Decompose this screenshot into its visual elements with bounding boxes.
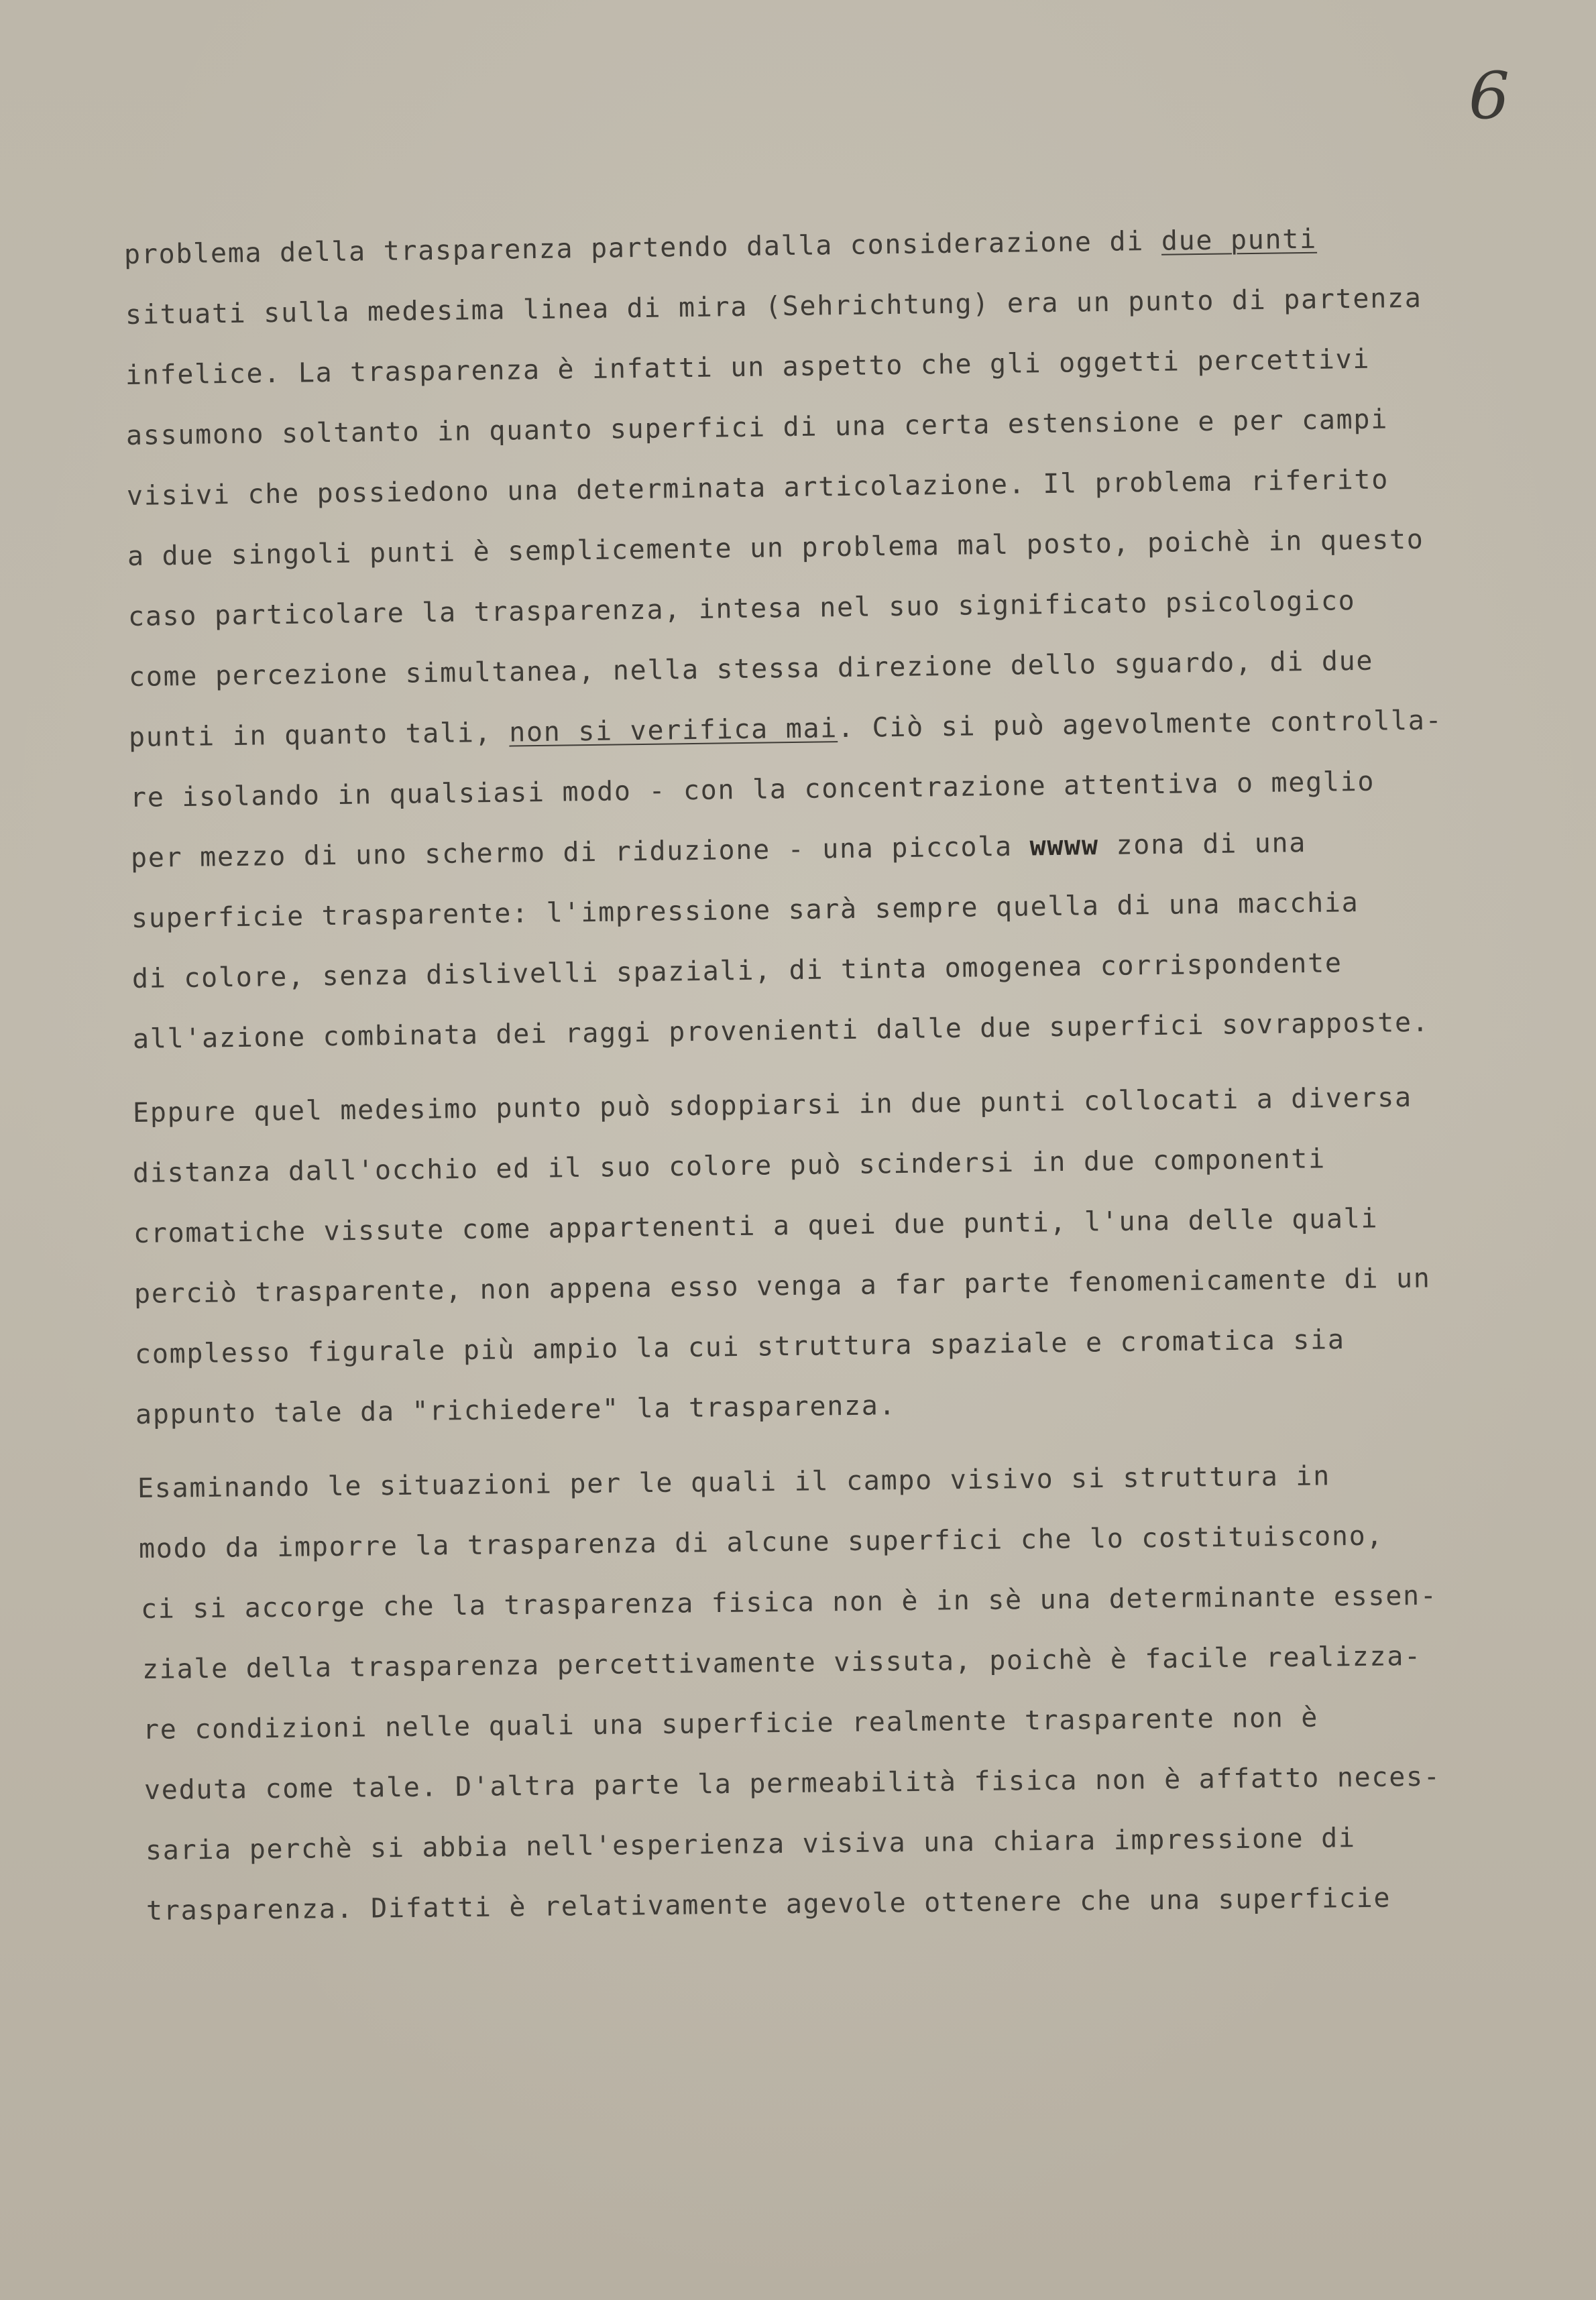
text-line xyxy=(142,1640,1422,1686)
text-line xyxy=(135,1323,1345,1371)
text-line xyxy=(133,1142,1326,1190)
text-segment: appunto tale da "richiedere" la trasparenza. xyxy=(135,1390,897,1430)
text-line xyxy=(125,343,1371,392)
text-segment: punti in quanto tali, xyxy=(128,717,510,753)
text-segment: assumono soltanto in quanto superfici di una certa estensione e per campi xyxy=(125,404,1389,451)
text-line xyxy=(126,402,1389,453)
text-line xyxy=(131,826,1307,875)
text-line xyxy=(130,765,1375,815)
page-number: 6 xyxy=(1469,58,1510,133)
text-segment: saria perchè si abbia nell'esperienza visiva una chiara impressione di xyxy=(145,1823,1356,1866)
text-segment: problema della trasparenza partendo dalla considerazione di xyxy=(123,225,1162,270)
underlined-text: due punti xyxy=(1161,223,1318,257)
text-line xyxy=(135,1389,897,1432)
text-segment: complesso figurale più ampio la cui struttura spaziale e cromatica sia xyxy=(134,1324,1345,1370)
text-line xyxy=(132,946,1343,996)
text-line xyxy=(125,282,1422,332)
text-line xyxy=(127,463,1389,513)
text-line xyxy=(139,1519,1384,1566)
text-line xyxy=(141,1579,1438,1626)
text-segment: ziale della trasparenza percettivamente vissuta, poichè è facile realizza- xyxy=(141,1641,1422,1685)
text-segment: per mezzo di uno schermo di riduzione - una piccola xyxy=(130,831,1030,874)
text-segment: ci si accorge che la trasparenza fisica non è in sè una determinante essen- xyxy=(140,1580,1438,1625)
text-segment: cromatiche vissute come appartenenti a quei due punti, l'una delle quali xyxy=(133,1203,1379,1249)
text-line xyxy=(144,1760,1441,1807)
text-line xyxy=(128,584,1356,634)
text-segment: situati sulla medesima linea di mira (Sehrichtung) era un punto di partenza xyxy=(125,282,1422,331)
text-segment: di colore, senza dislivelli spaziali, di tinta omogenea corrispondente xyxy=(131,947,1343,994)
text-segment: caso particolare la trasparenza, intesa nel suo significato psicologico xyxy=(127,585,1356,632)
text-segment: re condizioni nelle quali una superficie realmente trasparente non è xyxy=(142,1702,1319,1745)
text-line xyxy=(133,1081,1412,1130)
text-line xyxy=(127,523,1424,573)
text-line xyxy=(129,644,1374,694)
struck-out-text: wwww xyxy=(1029,830,1099,862)
text-segment: a due singoli punti è semplicemente un problema mal posto, poichè in questo xyxy=(127,524,1424,572)
text-segment: Eppure quel medesimo punto può sdoppiarsi in due punti collocati a diversa xyxy=(132,1082,1413,1129)
text-segment: perciò trasparente, non appena esso venga a far parte fenomenicamente di un xyxy=(133,1263,1431,1310)
text-line xyxy=(129,703,1443,754)
text-line xyxy=(143,1701,1319,1747)
text-segment: . Ciò si può agevolmente controlla- xyxy=(837,705,1443,744)
text-segment: re isolando in qualsiasi modo - con la concentrazione attentiva o meglio xyxy=(129,766,1375,813)
text-line xyxy=(131,886,1359,935)
text-line xyxy=(124,223,1317,272)
text-segment: all'azione combinata dei raggi provenienti dalle due superfici sovrapposte. xyxy=(132,1007,1430,1055)
text-line xyxy=(137,1459,1330,1505)
text-segment: veduta come tale. D'altra parte la permeabilità fisica non è affatto neces- xyxy=(144,1761,1441,1806)
text-segment: modo da imporre la trasparenza di alcune superfici che lo costituiscono, xyxy=(138,1520,1384,1564)
underlined-text: non si verifica mai xyxy=(508,713,838,748)
text-segment: visivi che possiedono una determinata articolazione. Il problema riferito xyxy=(126,464,1389,512)
text-segment: come percezione simultanea, nella stessa direzione dello sguardo, di due xyxy=(128,645,1374,693)
text-line xyxy=(133,1006,1430,1056)
text-segment: trasparenza. Difatti è relativamente agevole ottenere che una superficie xyxy=(146,1882,1391,1927)
text-segment: superficie trasparente: l'impressione sarà sempre quella di una macchia xyxy=(131,887,1359,934)
text-line xyxy=(133,1202,1379,1251)
text-segment: zona di una xyxy=(1098,827,1307,862)
text-line xyxy=(146,1821,1356,1867)
text-segment: Esaminando le situazioni per le quali il campo visivo si struttura in xyxy=(137,1460,1331,1504)
text-segment: infelice. La trasparenza è infatti un aspetto che gli oggetti percettivi xyxy=(125,343,1371,391)
text-line xyxy=(134,1261,1431,1311)
text-segment: distanza dall'occhio ed il suo colore può scindersi in due componenti xyxy=(132,1143,1326,1189)
text-line xyxy=(146,1882,1391,1928)
